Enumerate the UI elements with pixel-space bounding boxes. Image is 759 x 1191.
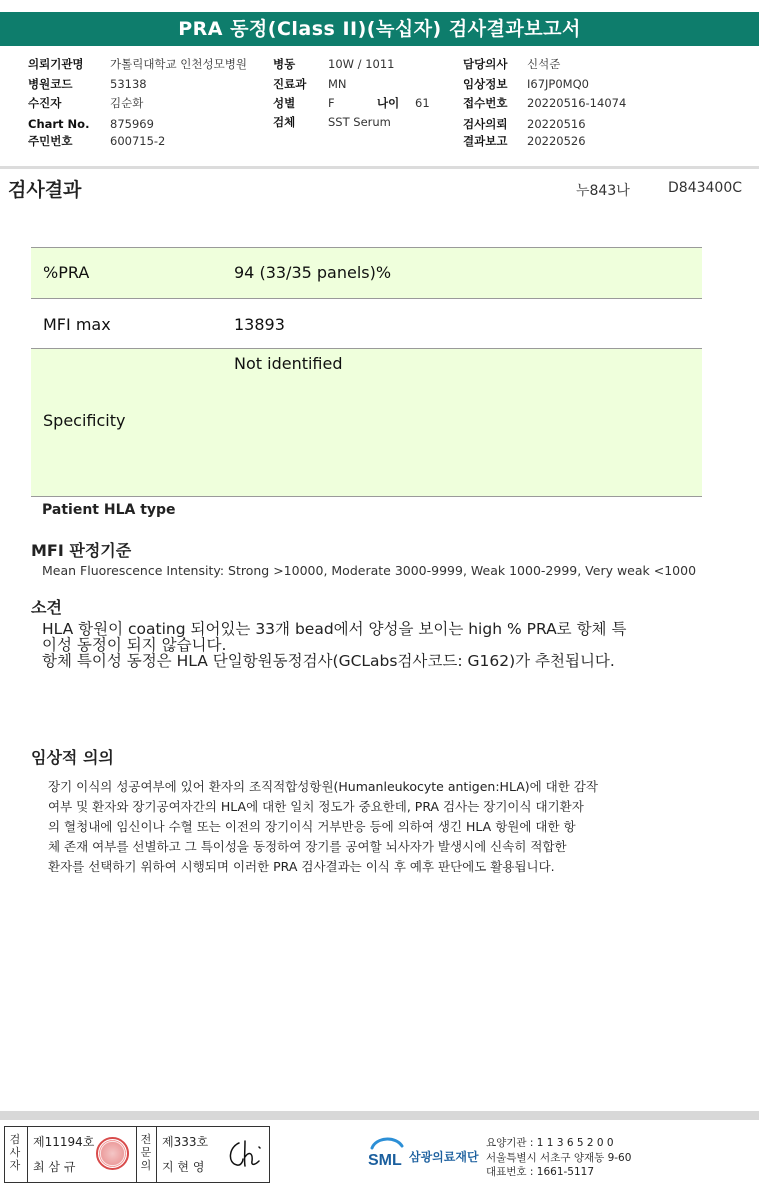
sex-label: 성별 bbox=[273, 96, 296, 110]
specialist-license-no: 제333호 bbox=[162, 1135, 209, 1149]
header-separator bbox=[0, 166, 759, 169]
phone: 대표번호 : 1661-5117 bbox=[486, 1166, 595, 1178]
receipt-label: 접수번호 bbox=[463, 96, 508, 110]
mfi-criteria-text: Mean Fluorescence Intensity: Strong >10000, Moderate 3000-9999, Weak 1000-2999, Very weak <1000 bbox=[42, 563, 697, 578]
specimen-value: SST Serum bbox=[328, 115, 391, 129]
inspector-license-no: 제11194호 bbox=[33, 1135, 95, 1149]
inspector-name: 최 삼 규 bbox=[33, 1160, 76, 1174]
table-row bbox=[31, 248, 702, 298]
results-table bbox=[31, 247, 702, 497]
receipt-value: 20220516-14074 bbox=[527, 96, 627, 110]
rrn-label: 주민번호 bbox=[28, 134, 73, 148]
specimen-label: 검체 bbox=[273, 115, 296, 129]
clinical-line: 의 혈청내에 임신이나 수혈 또는 이전의 장기이식 거부반응 등에 의하여 생긴 HLA 항원에 대한 항 bbox=[48, 819, 576, 834]
age-label: 나이 bbox=[377, 96, 400, 110]
age-value: 61 bbox=[415, 96, 430, 110]
address: 서울특별시 서초구 양재동 9-60 bbox=[486, 1152, 632, 1164]
pra-value: 94 (33/35 panels)% bbox=[234, 263, 392, 282]
signature-icon bbox=[225, 1139, 265, 1171]
result-report-label: 결과보고 bbox=[463, 134, 508, 148]
specialist-label: 전문의 bbox=[140, 1133, 152, 1172]
examinee-label: 수진자 bbox=[28, 96, 62, 110]
mfi-criteria-title: MFI 판정기준 bbox=[31, 541, 132, 560]
mfi-max-label: MFI max bbox=[43, 315, 111, 334]
test-request-value: 20220516 bbox=[527, 117, 586, 131]
ward-value: 10W / 1011 bbox=[328, 57, 395, 71]
test-code-korean: 누843나 bbox=[576, 183, 630, 199]
mfi-max-value: 13893 bbox=[234, 315, 285, 334]
clinical-line: 체 존재 여부를 선별하고 그 특이성을 동정하여 장기를 공여할 뇌사자가 발생시에 신속히 적합한 bbox=[48, 839, 567, 854]
ward-label: 병동 bbox=[273, 57, 296, 71]
logo-mark: SML bbox=[368, 1152, 402, 1169]
findings-line: HLA 항원이 coating 되어있는 33개 bead에서 양성을 보이는 high % PRA로 항체 특 bbox=[42, 620, 627, 638]
test-request-label: 검사의뢰 bbox=[463, 117, 508, 131]
result-report-value: 20220526 bbox=[527, 134, 586, 148]
doctor-label: 담당의사 bbox=[463, 57, 508, 71]
findings-line: 이성 동정이 되지 않습니다. bbox=[42, 636, 227, 654]
rrn-value: 600715-2 bbox=[110, 134, 166, 148]
results-section-title: 검사결과 bbox=[8, 179, 82, 201]
signature-box bbox=[4, 1126, 270, 1183]
clinical-info-value: I67JP0MQ0 bbox=[527, 77, 589, 91]
clinical-significance-title: 임상적 의의 bbox=[31, 748, 114, 767]
institution-label: 의뢰기관명 bbox=[28, 57, 84, 71]
examinee-value: 김순화 bbox=[110, 96, 144, 110]
chart-no-value: 875969 bbox=[110, 117, 154, 131]
hospital-code-label: 병원코드 bbox=[28, 77, 73, 91]
table-row bbox=[31, 349, 702, 496]
chart-no-label: Chart No. bbox=[28, 117, 90, 131]
hospital-code-value: 53138 bbox=[110, 77, 147, 91]
seal-stamp-icon bbox=[96, 1137, 129, 1170]
logo-name: 삼광의료재단 bbox=[409, 1150, 479, 1164]
test-code: D843400C bbox=[668, 180, 742, 196]
inspector-label: 검사자 bbox=[9, 1133, 21, 1172]
report-title: PRA 동정(Class II)(녹십자) 검사결과보고서 bbox=[0, 12, 759, 46]
pra-label: %PRA bbox=[43, 263, 90, 282]
clinical-line: 환자를 선택하기 위하여 시행되며 이러한 PRA 검사결과는 이식 후 예후 판단에도 활용됩니다. bbox=[48, 859, 555, 874]
patient-hla-type-label: Patient HLA type bbox=[42, 502, 176, 518]
doctor-value: 신석준 bbox=[527, 57, 561, 71]
sex-value: F bbox=[328, 96, 335, 110]
sml-logo-icon bbox=[366, 1134, 408, 1172]
institution-value: 가톨릭대학교 인천성모병원 bbox=[110, 57, 247, 71]
clinical-line: 장기 이식의 성공여부에 있어 환자의 조직적합성항원(Humanleukocyte antigen:HLA)에 대한 감작 bbox=[48, 779, 598, 794]
findings-text bbox=[42, 621, 722, 669]
dept-value: MN bbox=[328, 77, 347, 91]
findings-line: 항체 특이성 동정은 HLA 단일항원동정검사(GCLabs검사코드: G162)가 추천됩니다. bbox=[42, 652, 615, 670]
dept-label: 진료과 bbox=[273, 77, 307, 91]
clinical-line: 여부 및 환자와 장기공여자간의 HLA에 대한 일치 정도가 중요한데, PRA 검사는 장기이식 대기환자 bbox=[48, 799, 584, 814]
footer-separator bbox=[0, 1111, 759, 1120]
table-row bbox=[31, 299, 702, 348]
specificity-label: Specificity bbox=[43, 411, 126, 430]
findings-title: 소견 bbox=[31, 598, 62, 617]
care-institution-no: 요양기관 : 1 1 3 6 5 2 0 0 bbox=[486, 1137, 614, 1149]
specificity-value: Not identified bbox=[234, 354, 343, 373]
clinical-significance-text bbox=[48, 777, 708, 877]
specialist-name: 지 현 영 bbox=[162, 1160, 205, 1174]
clinical-info-label: 임상정보 bbox=[463, 77, 508, 91]
